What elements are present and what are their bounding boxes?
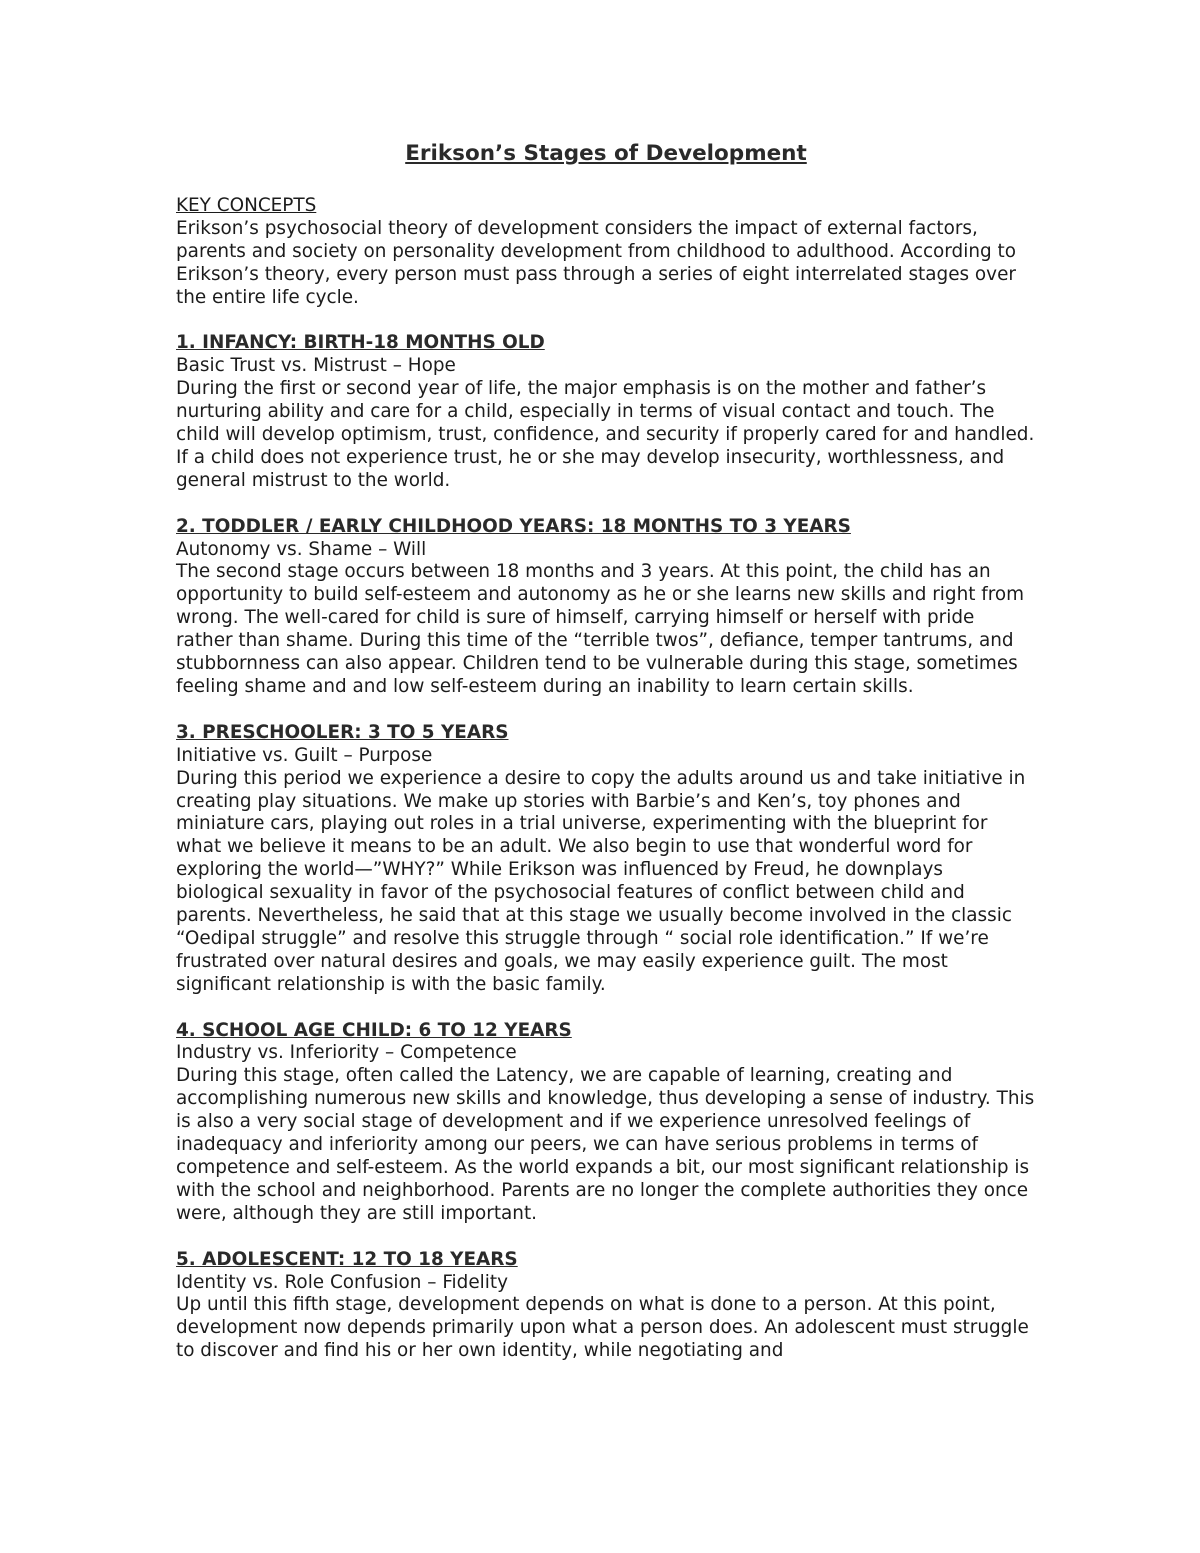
stage-section-4 <box>176 1020 1036 1226</box>
stage-body: During this period we experience a desire to copy the adults around us and take initiative in creating play situations. We make up stories with Barbie’s and Ken’s, toy phones and miniature cars, playing out roles in a trial universe, experimenting with the blueprint for what we believe it means to be an adult. We also begin to use that wonderful word for exploring the world—”WHY?” While Erikson was influenced by Freud, he downplays biological sexuality in favor of the psychosocial features of conflict between child and parents. Nevertheless, he said that at this stage we usually become involved in the classic “Oedipal struggle” and resolve this struggle through “ social role identification.” If we’re frustrated over natural desires and goals, we may easily experience guilt. The most significant relationship is with the basic family. <box>176 767 1026 995</box>
stage-section-5 <box>176 1249 1036 1364</box>
document-page <box>176 140 1036 1386</box>
stage-subtitle: Basic Trust vs. Mistrust – Hope <box>176 355 456 377</box>
stage-body: Up until this fifth stage, development depends on what is done to a person. At this point, development now depends primarily upon what a person does. An adolescent must struggle to discover and find his or her own identity, while negotiating and <box>176 1294 1029 1362</box>
stage-heading: 5. ADOLESCENT: 12 TO 18 YEARS <box>176 1248 518 1270</box>
stage-section-1 <box>176 332 1036 492</box>
stage-body: During this stage, often called the Latency, we are capable of learning, creating and accomplishing numerous new skills and knowledge, thus developing a sense of industry. This is also a very social stage of development and if we experience unresolved feelings of inadequacy and inferiority among our peers, we can have serious problems in terms of competence and self-esteem. As the world expands a bit, our most significant relationship is with the school and neighborhood. Parents are no longer the complete authorities they once were, although they are still important. <box>176 1065 1035 1224</box>
stage-heading: 3. PRESCHOOLER: 3 TO 5 YEARS <box>176 721 509 743</box>
stage-heading: 1. INFANCY: BIRTH-18 MONTHS OLD <box>176 332 545 354</box>
stage-body: The second stage occurs between 18 months and 3 years. At this point, the child has an opportunity to build self-esteem and autonomy as he or she learns new skills and right from wrong. The well-cared for child is sure of himself, carrying himself or herself with pride rather than shame. During this time of the “terrible twos”, defiance, temper tantrums, and stubbornness can also appear. Children tend to be vulnerable during this stage, sometimes feeling shame and and low self-esteem during an inability to learn certain skills. <box>176 561 1025 697</box>
document-title: Erikson’s Stages of Development <box>405 141 807 166</box>
stage-body: During the first or second year of life, the major emphasis is on the mother and father’s nurturing ability and care for a child, especially in terms of visual contact and touch. The child will develop optimism, trust, confidence, and security if properly cared for and handled. If a child does not experience trust, he or she may develop insecurity, worthlessness, and general mistrust to the world. <box>176 378 1035 491</box>
stage-subtitle: Industry vs. Inferiority – Competence <box>176 1042 517 1064</box>
stage-section-3 <box>176 722 1036 997</box>
stage-subtitle: Initiative vs. Guilt – Purpose <box>176 744 433 766</box>
key-concepts-body: Erikson’s psychosocial theory of development considers the impact of external factors, parents and society on personality development from childhood to adulthood. According to Erikson’s theory, every person must pass through a series of eight interrelated stages over the entire life cycle. <box>176 217 1016 308</box>
key-concepts-section <box>176 195 1036 310</box>
stage-heading: 2. TODDLER / EARLY CHILDHOOD YEARS: 18 MONTHS TO 3 YEARS <box>176 515 851 537</box>
stage-subtitle: Autonomy vs. Shame – Will <box>176 538 427 560</box>
stage-section-2 <box>176 516 1036 699</box>
key-concepts-heading: KEY CONCEPTS <box>176 195 317 216</box>
stage-subtitle: Identity vs. Role Confusion – Fidelity <box>176 1271 508 1293</box>
stage-heading: 4. SCHOOL AGE CHILD: 6 TO 12 YEARS <box>176 1019 572 1041</box>
